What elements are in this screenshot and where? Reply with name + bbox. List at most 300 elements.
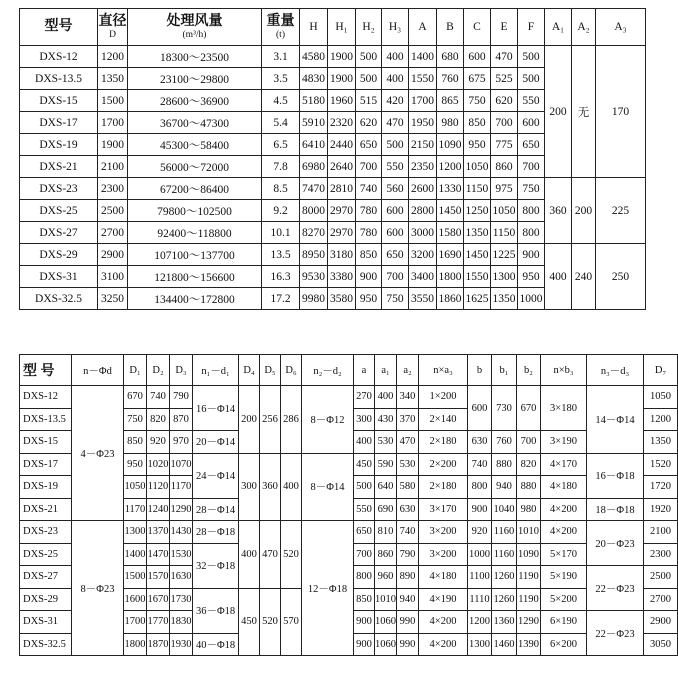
- cell-D7: 1720: [644, 476, 678, 499]
- cell-b2: 1390: [517, 633, 541, 656]
- cell-b1: 1260: [492, 588, 517, 611]
- cell-E: 775: [491, 134, 518, 156]
- cell-C: 1350: [464, 222, 491, 244]
- cell-a1: 530: [375, 431, 397, 454]
- table-row: [20, 386, 678, 409]
- cell-D2: 920: [147, 431, 170, 454]
- cell-D3: 1070: [170, 453, 193, 476]
- cell-E: 860: [491, 156, 518, 178]
- spec-table-main: [19, 8, 646, 310]
- cell-C: 1150: [464, 178, 491, 200]
- cell-F: 800: [518, 222, 545, 244]
- cell-H3: 400: [382, 46, 409, 68]
- cell-model: DXS-17: [20, 453, 72, 476]
- header-A2: A₂: [572, 9, 596, 46]
- header-weight: 重量 (t): [262, 9, 300, 46]
- cell-H2: 780: [356, 200, 382, 222]
- cell-H: 4580: [300, 46, 328, 68]
- cell-D6: 570: [281, 588, 302, 656]
- cell-D7: 2300: [644, 543, 678, 566]
- cell-flow: 107100～137700: [128, 244, 262, 266]
- cell-nxb3: 5×190: [541, 566, 587, 589]
- cell-b2: 1290: [517, 611, 541, 634]
- header2-n1d1: n₁－d₁: [193, 355, 239, 386]
- cell-b1: 1460: [492, 633, 517, 656]
- cell-diameter: 2500: [98, 200, 128, 222]
- cell-C: 850: [464, 112, 491, 134]
- cell-a: 850: [354, 588, 375, 611]
- cell-A: 3550: [409, 288, 437, 310]
- cell-weight: 10.1: [262, 222, 300, 244]
- cell-diameter: 2100: [98, 156, 128, 178]
- header-diameter: 直径 D: [98, 9, 128, 46]
- cell-H3: 600: [382, 200, 409, 222]
- cell-nxb3: 4×180: [541, 476, 587, 499]
- cell-b1: 1160: [492, 543, 517, 566]
- cell-weight: 3.5: [262, 68, 300, 90]
- cell-a: 270: [354, 386, 375, 409]
- cell-E: 620: [491, 90, 518, 112]
- cell-H1: 2810: [328, 178, 356, 200]
- header2-a: a: [354, 355, 375, 386]
- cell-model: DXS-32.5: [20, 633, 72, 656]
- cell-D3: 1930: [170, 633, 193, 656]
- cell-H: 9530: [300, 266, 328, 288]
- cell-A: 3200: [409, 244, 437, 266]
- header2-D2: D₂: [147, 355, 170, 386]
- cell-H2: 650: [356, 134, 382, 156]
- cell-nxa3: 2×200: [419, 453, 468, 476]
- cell-n2d2: 12－Φ18: [302, 521, 354, 656]
- cell-H2: 620: [356, 112, 382, 134]
- cell-H3: 700: [382, 266, 409, 288]
- header2-nxb3: n×b₃: [541, 355, 587, 386]
- cell-D1: 1170: [124, 498, 147, 521]
- cell-D7: 1050: [644, 386, 678, 409]
- cell-D4: 400: [239, 521, 260, 589]
- cell-n3d3: 22－Φ23: [587, 566, 644, 611]
- cell-D3: 1830: [170, 611, 193, 634]
- cell-H2: 515: [356, 90, 382, 112]
- cell-model: DXS-23: [20, 521, 72, 544]
- cell-D2: 740: [147, 386, 170, 409]
- cell-diameter: 1900: [98, 134, 128, 156]
- cell-a: 300: [354, 408, 375, 431]
- cell-D2: 1020: [147, 453, 170, 476]
- cell-H2: 950: [356, 288, 382, 310]
- cell-flow: 18300～23500: [128, 46, 262, 68]
- cell-H1: 2970: [328, 222, 356, 244]
- cell-n3d3: 18－Φ18: [587, 498, 644, 521]
- cell-D2: 1570: [147, 566, 170, 589]
- cell-n1d1: 28－Φ14: [193, 498, 239, 521]
- header-model: 型号: [20, 9, 98, 46]
- cell-diameter: 3100: [98, 266, 128, 288]
- cell-a: 700: [354, 543, 375, 566]
- header2-b1: b₁: [492, 355, 517, 386]
- cell-flow: 79800～102500: [128, 200, 262, 222]
- cell-E: 470: [491, 46, 518, 68]
- cell-E: 1050: [491, 200, 518, 222]
- cell-weight: 17.2: [262, 288, 300, 310]
- cell-H1: 1960: [328, 90, 356, 112]
- cell-H3: 470: [382, 112, 409, 134]
- cell-nxa3: 3×200: [419, 543, 468, 566]
- cell-H: 7470: [300, 178, 328, 200]
- cell-D1: 1500: [124, 566, 147, 589]
- cell-n1d1: 36－Φ18: [193, 588, 239, 633]
- cell-A: 2150: [409, 134, 437, 156]
- cell-a1: 590: [375, 453, 397, 476]
- cell-D2: 820: [147, 408, 170, 431]
- header-H3: H₃: [382, 9, 409, 46]
- cell-nxa3: 3×170: [419, 498, 468, 521]
- header-A3: A₃: [596, 9, 646, 46]
- cell-n1d1: 32－Φ18: [193, 543, 239, 588]
- cell-b2: 980: [517, 498, 541, 521]
- cell-a1: 430: [375, 408, 397, 431]
- cell-A: 2600: [409, 178, 437, 200]
- cell-D7: 3050: [644, 633, 678, 656]
- cell-D7: 1520: [644, 453, 678, 476]
- cell-A3: 225: [596, 178, 646, 244]
- cell-B: 865: [437, 90, 464, 112]
- cell-C: 750: [464, 90, 491, 112]
- cell-flow: 67200～86400: [128, 178, 262, 200]
- cell-flow: 134400～172800: [128, 288, 262, 310]
- cell-H3: 400: [382, 68, 409, 90]
- cell-diameter: 2900: [98, 244, 128, 266]
- table-row: [20, 46, 646, 68]
- cell-n1d1: 24－Φ14: [193, 453, 239, 498]
- cell-D1: 670: [124, 386, 147, 409]
- cell-model: DXS-25: [20, 543, 72, 566]
- cell-D4: 450: [239, 588, 260, 656]
- cell-D3: 1730: [170, 588, 193, 611]
- cell-D1: 1400: [124, 543, 147, 566]
- cell-D3: 1290: [170, 498, 193, 521]
- cell-D7: 2500: [644, 566, 678, 589]
- cell-weight: 16.3: [262, 266, 300, 288]
- cell-D5: 360: [260, 453, 281, 521]
- cell-A: 1700: [409, 90, 437, 112]
- cell-H2: 780: [356, 222, 382, 244]
- cell-b: 1000: [468, 543, 492, 566]
- cell-a1: 860: [375, 543, 397, 566]
- cell-b: 1110: [468, 588, 492, 611]
- cell-A: 1400: [409, 46, 437, 68]
- cell-model: DXS-31: [20, 266, 98, 288]
- cell-D2: 1870: [147, 633, 170, 656]
- header2-n3d3: n₃－d₃: [587, 355, 644, 386]
- header-flow: 处理风量 (m³/h): [128, 9, 262, 46]
- table-row: [20, 521, 678, 544]
- cell-model: DXS-12: [20, 46, 98, 68]
- cell-n3d3: 20－Φ23: [587, 521, 644, 566]
- cell-a2: 580: [397, 476, 419, 499]
- cell-D1: 1800: [124, 633, 147, 656]
- cell-D7: 1350: [644, 431, 678, 454]
- cell-E: 975: [491, 178, 518, 200]
- cell-D5: 520: [260, 588, 281, 656]
- header-B: B: [437, 9, 464, 46]
- cell-flow: 23100～29800: [128, 68, 262, 90]
- cell-H1: 3180: [328, 244, 356, 266]
- cell-B: 1200: [437, 156, 464, 178]
- header2-D1: D₁: [124, 355, 147, 386]
- cell-H2: 500: [356, 46, 382, 68]
- spec-table-flange: [19, 354, 678, 656]
- cell-n1d1: 28－Φ18: [193, 521, 239, 544]
- cell-model: DXS-29: [20, 244, 98, 266]
- cell-nxb3: 5×200: [541, 588, 587, 611]
- cell-weight: 4.5: [262, 90, 300, 112]
- cell-a2: 890: [397, 566, 419, 589]
- cell-H2: 740: [356, 178, 382, 200]
- cell-D3: 790: [170, 386, 193, 409]
- cell-H2: 900: [356, 266, 382, 288]
- header-H1: H₁: [328, 9, 356, 46]
- cell-flow: 92400～118800: [128, 222, 262, 244]
- cell-D1: 950: [124, 453, 147, 476]
- cell-F: 500: [518, 68, 545, 90]
- cell-a: 550: [354, 498, 375, 521]
- cell-model: DXS-19: [20, 476, 72, 499]
- cell-D5: 256: [260, 386, 281, 454]
- cell-n1d1: 20－Φ14: [193, 431, 239, 454]
- cell-b2: 880: [517, 476, 541, 499]
- cell-b2: 1190: [517, 566, 541, 589]
- cell-model: DXS-31: [20, 611, 72, 634]
- cell-D2: 1770: [147, 611, 170, 634]
- cell-H1: 2320: [328, 112, 356, 134]
- cell-D2: 1120: [147, 476, 170, 499]
- cell-H2: 700: [356, 156, 382, 178]
- cell-weight: 3.1: [262, 46, 300, 68]
- cell-F: 750: [518, 178, 545, 200]
- cell-D2: 1470: [147, 543, 170, 566]
- cell-diameter: 1350: [98, 68, 128, 90]
- cell-n3d3: 14－Φ14: [587, 386, 644, 454]
- cell-model: DXS-21: [20, 498, 72, 521]
- cell-b: 1100: [468, 566, 492, 589]
- header-C: C: [464, 9, 491, 46]
- cell-D1: 1300: [124, 521, 147, 544]
- cell-D7: 2900: [644, 611, 678, 634]
- cell-D3: 1530: [170, 543, 193, 566]
- cell-b1: 1360: [492, 611, 517, 634]
- cell-A: 2350: [409, 156, 437, 178]
- cell-F: 650: [518, 134, 545, 156]
- cell-D2: 1670: [147, 588, 170, 611]
- cell-B: 1450: [437, 200, 464, 222]
- cell-E: 525: [491, 68, 518, 90]
- cell-b2: 1090: [517, 543, 541, 566]
- cell-H1: 3580: [328, 288, 356, 310]
- cell-D3: 970: [170, 431, 193, 454]
- cell-A1: 400: [545, 244, 572, 310]
- cell-a1: 960: [375, 566, 397, 589]
- cell-A1: 200: [545, 46, 572, 178]
- cell-F: 800: [518, 200, 545, 222]
- cell-a2: 340: [397, 386, 419, 409]
- cell-weight: 7.8: [262, 156, 300, 178]
- cell-F: 1000: [518, 288, 545, 310]
- cell-D1: 750: [124, 408, 147, 431]
- cell-a: 900: [354, 633, 375, 656]
- cell-H: 6980: [300, 156, 328, 178]
- cell-C: 1250: [464, 200, 491, 222]
- cell-model: DXS-13.5: [20, 408, 72, 431]
- cell-n2d2: 8－Φ14: [302, 453, 354, 521]
- cell-D2: 1240: [147, 498, 170, 521]
- cell-b2: 670: [517, 386, 541, 431]
- cell-D7: 1200: [644, 408, 678, 431]
- cell-model: DXS-23: [20, 178, 98, 200]
- cell-H: 5180: [300, 90, 328, 112]
- cell-E: 1300: [491, 266, 518, 288]
- header2-a2: a₂: [397, 355, 419, 386]
- cell-model: DXS-29: [20, 588, 72, 611]
- cell-A1: 360: [545, 178, 572, 244]
- cell-H3: 550: [382, 156, 409, 178]
- cell-a1: 810: [375, 521, 397, 544]
- header2-D3: D₃: [170, 355, 193, 386]
- cell-b: 600: [468, 386, 492, 431]
- header-A1: A₁: [545, 9, 572, 46]
- cell-H2: 500: [356, 68, 382, 90]
- cell-holes: 8－Φ23: [72, 521, 124, 656]
- cell-nxa3: 2×180: [419, 476, 468, 499]
- cell-a: 400: [354, 431, 375, 454]
- cell-model: DXS-15: [20, 90, 98, 112]
- cell-nxa3: 4×200: [419, 611, 468, 634]
- cell-B: 1580: [437, 222, 464, 244]
- cell-D3: 870: [170, 408, 193, 431]
- cell-b1: 880: [492, 453, 517, 476]
- cell-C: 600: [464, 46, 491, 68]
- cell-weight: 13.5: [262, 244, 300, 266]
- cell-weight: 5.4: [262, 112, 300, 134]
- cell-D5: 470: [260, 521, 281, 589]
- cell-C: 950: [464, 134, 491, 156]
- cell-H1: 1900: [328, 46, 356, 68]
- cell-B: 1330: [437, 178, 464, 200]
- cell-nxa3: 4×200: [419, 633, 468, 656]
- header-H: H: [300, 9, 328, 46]
- cell-b: 800: [468, 476, 492, 499]
- header-E: E: [491, 9, 518, 46]
- cell-B: 680: [437, 46, 464, 68]
- cell-H: 4830: [300, 68, 328, 90]
- cell-H1: 1900: [328, 68, 356, 90]
- cell-nxb3: 6×200: [541, 633, 587, 656]
- table-row: [20, 178, 646, 200]
- cell-model: DXS-27: [20, 566, 72, 589]
- cell-a: 650: [354, 521, 375, 544]
- cell-flow: 56000～72000: [128, 156, 262, 178]
- cell-H: 9980: [300, 288, 328, 310]
- cell-nxa3: 4×180: [419, 566, 468, 589]
- cell-diameter: 1200: [98, 46, 128, 68]
- cell-D4: 200: [239, 386, 260, 454]
- cell-E: 700: [491, 112, 518, 134]
- cell-a2: 990: [397, 633, 419, 656]
- cell-A3: 250: [596, 244, 646, 310]
- cell-B: 1800: [437, 266, 464, 288]
- cell-flow: 36700～47300: [128, 112, 262, 134]
- cell-b2: 820: [517, 453, 541, 476]
- cell-nxb3: 3×190: [541, 431, 587, 454]
- header2-D5: D₅: [260, 355, 281, 386]
- cell-weight: 6.5: [262, 134, 300, 156]
- cell-D7: 2100: [644, 521, 678, 544]
- cell-n1d1: 16－Φ14: [193, 386, 239, 431]
- header2-nxa3: n×a₃: [419, 355, 468, 386]
- header2-b: b: [468, 355, 492, 386]
- cell-b: 1300: [468, 633, 492, 656]
- header2-holes: n－Φd: [72, 355, 124, 386]
- cell-D6: 400: [281, 453, 302, 521]
- cell-b1: 940: [492, 476, 517, 499]
- cell-H1: 2640: [328, 156, 356, 178]
- cell-a2: 740: [397, 521, 419, 544]
- cell-b2: 1190: [517, 588, 541, 611]
- cell-D2: 1370: [147, 521, 170, 544]
- cell-a1: 400: [375, 386, 397, 409]
- cell-weight: 8.5: [262, 178, 300, 200]
- cell-diameter: 2300: [98, 178, 128, 200]
- cell-H1: 2440: [328, 134, 356, 156]
- cell-B: 1690: [437, 244, 464, 266]
- table-row: [20, 244, 646, 266]
- cell-H3: 600: [382, 222, 409, 244]
- cell-b: 900: [468, 498, 492, 521]
- header2-D4: D₄: [239, 355, 260, 386]
- cell-F: 900: [518, 244, 545, 266]
- cell-model: DXS-13.5: [20, 68, 98, 90]
- cell-D7: 2700: [644, 588, 678, 611]
- cell-n3d3: 22－Φ23: [587, 611, 644, 656]
- cell-A2: 200: [572, 178, 596, 244]
- cell-model: DXS-19: [20, 134, 98, 156]
- cell-a1: 1060: [375, 611, 397, 634]
- cell-nxb3: 4×200: [541, 521, 587, 544]
- cell-H3: 650: [382, 244, 409, 266]
- cell-F: 700: [518, 156, 545, 178]
- cell-A3: 170: [596, 46, 646, 178]
- cell-H3: 560: [382, 178, 409, 200]
- cell-C: 675: [464, 68, 491, 90]
- cell-model: DXS-15: [20, 431, 72, 454]
- cell-a2: 790: [397, 543, 419, 566]
- cell-A: 3000: [409, 222, 437, 244]
- cell-nxb3: 4×170: [541, 453, 587, 476]
- cell-F: 550: [518, 90, 545, 112]
- cell-H1: 2970: [328, 200, 356, 222]
- cell-diameter: 2700: [98, 222, 128, 244]
- cell-E: 1225: [491, 244, 518, 266]
- cell-a1: 640: [375, 476, 397, 499]
- cell-a2: 370: [397, 408, 419, 431]
- cell-a2: 530: [397, 453, 419, 476]
- cell-H2: 850: [356, 244, 382, 266]
- cell-model: DXS-12: [20, 386, 72, 409]
- cell-D1: 1700: [124, 611, 147, 634]
- cell-C: 1625: [464, 288, 491, 310]
- cell-A2: 240: [572, 244, 596, 310]
- cell-a2: 940: [397, 588, 419, 611]
